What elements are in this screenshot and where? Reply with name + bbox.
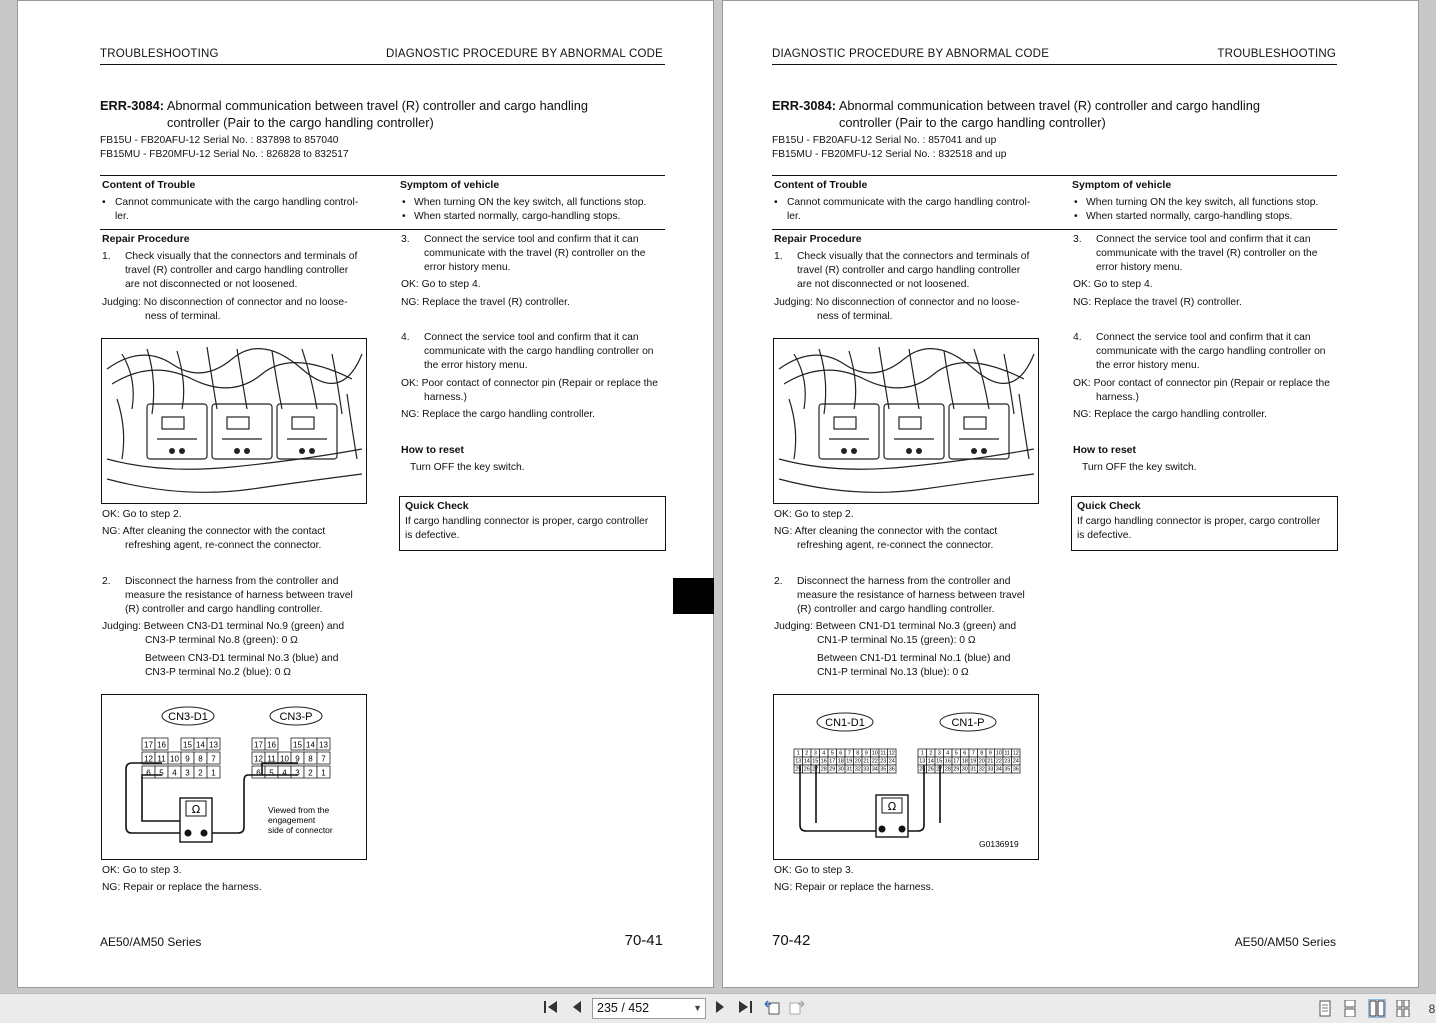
page-title [100, 97, 680, 114]
symptom-heading: Symptom of vehicle [400, 179, 500, 191]
ng-result-2: NG: Repair or replace the harness. [774, 882, 934, 893]
pin-number: 6 [256, 768, 261, 778]
pin-number: 17 [144, 740, 153, 750]
step-number: 1. [774, 251, 783, 262]
step-number: 3. [401, 234, 410, 245]
serial-range-1: FB15U - FB20AFU-12 Serial No. : 857041 and up [772, 135, 997, 146]
quick-check-heading: Quick Check [405, 500, 469, 512]
pin-number: 35 [880, 766, 887, 773]
bullet: • [1074, 211, 1078, 222]
page-indicator: 235 / 452 [597, 1001, 650, 1015]
page-number-input[interactable] [592, 998, 706, 1019]
judging-2-b-cont: CN1-P terminal No.13 (blue): 0 Ω [817, 667, 969, 678]
pin-number: 3 [813, 750, 817, 757]
pin-number: 10 [170, 754, 179, 764]
pin-number: 24 [888, 758, 895, 765]
step2-line: Disconnect the harness from the controller and [125, 576, 339, 587]
ok-result-3: OK: Go to step 4. [1073, 279, 1153, 290]
pin-number: 7 [211, 754, 216, 764]
step1-line: travel (R) controller and cargo handling controller [125, 265, 349, 276]
connector-grid-b [918, 749, 1020, 773]
connector-diagram-cn3 [101, 694, 367, 860]
connector-label-b: CN3-P [279, 711, 313, 723]
last-page-icon[interactable] [735, 998, 755, 1020]
step1-line: Check visually that the connectors and terminals of [797, 251, 1030, 262]
pin-number: 2 [929, 750, 933, 757]
pin-number: 13 [919, 758, 926, 765]
pin-number: 5 [269, 768, 274, 778]
connector-label-b: CN1-P [951, 717, 985, 729]
pin-number: 9 [295, 754, 300, 764]
pin-number: 18 [961, 758, 968, 765]
step2-line: measure the resistance of harness between travel [797, 590, 1025, 601]
pin-number: 13 [209, 740, 218, 750]
pin-number: 32 [854, 766, 861, 773]
judging-1: Judging: No disconnection of connector and no loose- [102, 297, 348, 308]
view-note-3: side of connector [268, 825, 333, 835]
pin-number: 10 [995, 750, 1002, 757]
symptom-1: When turning ON the key switch, all functions stop. [1086, 197, 1319, 208]
pin-number: 2 [198, 768, 203, 778]
pin-number: 16 [944, 758, 951, 765]
pin-number: 4 [172, 768, 177, 778]
ok-result-4: OK: Poor contact of connector pin (Repair or replace the [401, 378, 658, 389]
content-text-1: Cannot communicate with the cargo handling control- [115, 197, 359, 208]
pin-number: 33 [863, 766, 870, 773]
pin-number: 20 [854, 758, 861, 765]
step-number: 2. [102, 576, 111, 587]
pin-number: 12 [1012, 750, 1019, 757]
pin-number: 27 [812, 766, 819, 773]
content-text-2: ler. [787, 211, 801, 222]
pin-number: 17 [254, 740, 263, 750]
content-text-2: ler. [115, 211, 129, 222]
step3-text [424, 233, 665, 275]
pin-number: 34 [995, 766, 1002, 773]
connector-photo-figure [101, 338, 367, 504]
bullet: • [102, 197, 106, 208]
step2-text [797, 575, 1037, 617]
symptom-heading: Symptom of vehicle [1072, 179, 1172, 191]
step-number: 2. [774, 576, 783, 587]
pin-number: 4 [946, 750, 950, 757]
pin-number: 21 [863, 758, 870, 765]
reset-heading: How to reset [401, 444, 465, 456]
pin-number: 8 [856, 750, 860, 757]
pin-number: 12 [254, 754, 263, 764]
pin-number: 18 [837, 758, 844, 765]
quick-check-box [1071, 496, 1338, 551]
pin-number: 29 [953, 766, 960, 773]
wiring-harness-illustration [102, 339, 366, 503]
pin-number: 1 [211, 768, 216, 778]
pin-number: 4 [282, 768, 287, 778]
symptom-2: When started normally, cargo-handling stops. [1086, 211, 1293, 222]
pin-number: 28 [820, 766, 827, 773]
header-rule [772, 64, 1337, 65]
pin-number: 10 [280, 754, 289, 764]
connector-photo-figure [773, 338, 1039, 504]
bullet: • [774, 197, 778, 208]
step2-line: Disconnect the harness from the controller and [797, 576, 1011, 587]
symptom-1: When turning ON the key switch, all functions stop. [414, 197, 647, 208]
pin-number: 2 [805, 750, 809, 757]
pin-number: 29 [829, 766, 836, 773]
pin-number: 11 [267, 754, 276, 764]
figure-id: G0136919 [979, 839, 1019, 849]
step-number: 4. [1073, 332, 1082, 343]
pin-number: 12 [144, 754, 153, 764]
chapter-tab [673, 578, 714, 614]
judging-2-b: Between CN3-D1 terminal No.3 (blue) and [145, 653, 339, 664]
continuous-facing-view-icon[interactable] [1396, 1000, 1410, 1017]
pin-number: 26 [927, 766, 934, 773]
footer-series: AE50/AM50 Series [100, 935, 202, 949]
connector-grid-a [142, 738, 220, 778]
pin-number: 10 [871, 750, 878, 757]
pin-number: 25 [919, 766, 926, 773]
repair-heading: Repair Procedure [102, 233, 190, 245]
step2-line: (R) controller and cargo handling controller. [797, 604, 995, 615]
section-rule [772, 229, 1337, 230]
ng-result-1: NG: After cleaning the connector with the contact [774, 526, 998, 537]
bullet: • [402, 197, 406, 208]
quick-check-line: If cargo handling connector is proper, cargo controller [405, 516, 649, 527]
pin-number: 35 [1004, 766, 1011, 773]
pin-number: 26 [803, 766, 810, 773]
page-number: 70-42 [772, 932, 811, 949]
pin-number: 20 [978, 758, 985, 765]
pin-number: 19 [970, 758, 977, 765]
pin-number: 14 [196, 740, 205, 750]
ok-result-4-cont: harness.) [1096, 392, 1139, 403]
pin-number: 14 [927, 758, 934, 765]
pin-number: 11 [880, 750, 887, 757]
section-rule [100, 175, 665, 176]
step4-line: the error history menu. [424, 360, 528, 371]
pin-number: 5 [830, 750, 834, 757]
ok-result-4-cont: harness.) [424, 392, 467, 403]
ok-result-2: OK: Go to step 3. [774, 865, 854, 876]
judging-2-b: Between CN1-D1 terminal No.1 (blue) and [817, 653, 1011, 664]
pin-number: 32 [978, 766, 985, 773]
error-code: ERR-3084: [772, 98, 837, 113]
pin-number: 30 [837, 766, 844, 773]
pin-number: 7 [971, 750, 975, 757]
zoom-value-partial[interactable]: 8 [1428, 1002, 1436, 1016]
pin-number: 19 [846, 758, 853, 765]
pin-number: 16 [267, 740, 276, 750]
pin-number: 8 [198, 754, 203, 764]
ng-result-4: NG: Replace the cargo handling controller. [1073, 409, 1268, 420]
judging-2: Judging: Between CN3-D1 terminal No.9 (green) and [102, 621, 345, 632]
pin-number: 15 [183, 740, 192, 750]
view-note-2: engagement [268, 815, 316, 825]
step3-line: Connect the service tool and confirm that it can [1096, 234, 1311, 245]
pin-number: 34 [871, 766, 878, 773]
pin-number: 5 [159, 768, 164, 778]
title-line-1: Abnormal communication between travel (R) controller and cargo handling [838, 98, 1260, 113]
pin-number: 30 [961, 766, 968, 773]
pin-number: 31 [970, 766, 977, 773]
title-line-2: controller (Pair to the cargo handling controller) [167, 115, 434, 130]
wiring-harness-illustration [774, 339, 1038, 503]
connector-label-a: CN3-D1 [168, 711, 208, 723]
page-title [772, 97, 1352, 114]
go-forward-view-icon[interactable] [787, 998, 807, 1020]
pin-number: 13 [795, 758, 802, 765]
error-code: ERR-3084: [100, 98, 165, 113]
step4-text [424, 331, 665, 373]
serial-range-2: FB15MU - FB20MFU-12 Serial No. : 832518 and up [772, 149, 1007, 160]
step-number: 4. [401, 332, 410, 343]
pin-number: 7 [847, 750, 851, 757]
quick-check-line: is defective. [1077, 530, 1132, 541]
resistance-measurement-diagram [102, 695, 366, 859]
continuous-view-icon[interactable] [1343, 1000, 1357, 1017]
pin-number: 24 [1012, 758, 1019, 765]
pin-number: 1 [321, 768, 326, 778]
pin-number: 22 [995, 758, 1002, 765]
pin-number: 21 [987, 758, 994, 765]
connector-grid-a [794, 749, 896, 773]
pin-number: 13 [319, 740, 328, 750]
step4-line: the error history menu. [1096, 360, 1200, 371]
pin-number: 28 [944, 766, 951, 773]
pin-number: 23 [880, 758, 887, 765]
pin-number: 8 [980, 750, 984, 757]
running-header-right: TROUBLESHOOTING [1217, 48, 1336, 60]
pin-number: 6 [146, 768, 151, 778]
serial-range-1: FB15U - FB20AFU-12 Serial No. : 837898 to 857040 [100, 135, 339, 146]
step2-line: measure the resistance of harness between travel [125, 590, 353, 601]
judging-2-cont: CN3-P terminal No.8 (green): 0 Ω [145, 635, 298, 646]
pin-number: 9 [988, 750, 992, 757]
pin-number: 4 [822, 750, 826, 757]
step1-line: Check visually that the connectors and terminals of [125, 251, 358, 262]
pin-number: 1 [920, 750, 924, 757]
running-header-left: TROUBLESHOOTING [100, 48, 219, 60]
reset-heading: How to reset [1073, 444, 1137, 456]
symptom-2: When started normally, cargo-handling stops. [414, 211, 621, 222]
connector-diagram-cn1 [773, 694, 1039, 860]
judging-1: Judging: No disconnection of connector and no loose- [774, 297, 1020, 308]
step4-text [1096, 331, 1337, 373]
document-page-left [17, 0, 714, 988]
pin-number: 22 [871, 758, 878, 765]
quick-check-heading: Quick Check [1077, 500, 1141, 512]
bullet: • [402, 211, 406, 222]
ohm-symbol: Ω [887, 800, 897, 813]
pin-number: 36 [888, 766, 895, 773]
pin-number: 33 [987, 766, 994, 773]
pin-number: 3 [937, 750, 941, 757]
pin-number: 11 [1004, 750, 1011, 757]
quick-check-box [399, 496, 666, 551]
pin-number: 6 [963, 750, 967, 757]
step1-line: are not disconnected or not loosened. [797, 279, 970, 290]
pin-number: 16 [157, 740, 166, 750]
viewer-toolbar [0, 993, 1436, 1023]
quick-check-line: is defective. [405, 530, 460, 541]
resistance-measurement-diagram [774, 695, 1038, 859]
ng-result-3: NG: Replace the travel (R) controller. [401, 297, 570, 308]
ng-result-4: NG: Replace the cargo handling controller. [401, 409, 596, 420]
ok-result-1: OK: Go to step 2. [774, 509, 854, 520]
facing-pages-view-icon[interactable] [1369, 1000, 1385, 1017]
first-page-icon[interactable] [541, 998, 561, 1020]
page-number: 70-41 [624, 932, 663, 949]
step1-line: are not disconnected or not loosened. [125, 279, 298, 290]
step1-text [797, 250, 1037, 292]
go-back-view-icon[interactable] [762, 998, 782, 1020]
step3-line: error history menu. [1096, 262, 1183, 273]
repair-heading: Repair Procedure [774, 233, 862, 245]
pin-number: 25 [795, 766, 802, 773]
quick-check-line: If cargo handling connector is proper, cargo controller [1077, 516, 1321, 527]
pin-number: 16 [820, 758, 827, 765]
ok-result-1: OK: Go to step 2. [102, 509, 182, 520]
step1-text [125, 250, 365, 292]
judging-1-cont: ness of terminal. [145, 311, 221, 322]
chevron-down-icon[interactable]: ▼ [693, 1003, 702, 1013]
connector-label-a: CN1-D1 [825, 717, 865, 729]
bullet: • [1074, 197, 1078, 208]
ok-result-4: OK: Poor contact of connector pin (Repair or replace the [1073, 378, 1330, 389]
step4-line: Connect the service tool and confirm that it can [1096, 332, 1311, 343]
reset-text: Turn OFF the key switch. [1082, 462, 1197, 473]
pin-number: 5 [954, 750, 958, 757]
pin-number: 9 [864, 750, 868, 757]
reset-text: Turn OFF the key switch. [410, 462, 525, 473]
ok-result-2: OK: Go to step 3. [102, 865, 182, 876]
footer-series: AE50/AM50 Series [1234, 935, 1336, 949]
judging-2-b-cont: CN3-P terminal No.2 (blue): 0 Ω [145, 667, 291, 678]
running-header-left: DIAGNOSTIC PROCEDURE BY ABNORMAL CODE [772, 48, 1050, 60]
pin-number: 14 [803, 758, 810, 765]
step2-line: (R) controller and cargo handling controller. [125, 604, 323, 615]
step-number: 1. [102, 251, 111, 262]
step4-line: communicate with the cargo handling controller on [1096, 346, 1326, 357]
pin-number: 17 [829, 758, 836, 765]
pin-number: 14 [306, 740, 315, 750]
judging-2-cont: CN1-P terminal No.15 (green): 0 Ω [817, 635, 976, 646]
serial-range-2: FB15MU - FB20MFU-12 Serial No. : 826828 to 832517 [100, 149, 349, 160]
title-line-1: Abnormal communication between travel (R) controller and cargo handling [166, 98, 588, 113]
section-rule [100, 229, 665, 230]
pin-number: 23 [1004, 758, 1011, 765]
ng-result-3: NG: Replace the travel (R) controller. [1073, 297, 1242, 308]
content-text-1: Cannot communicate with the cargo handling control- [787, 197, 1031, 208]
ng-result-1-cont: refreshing agent, re-connect the connector. [797, 540, 994, 551]
ohm-symbol: Ω [191, 803, 201, 816]
pin-number: 15 [812, 758, 819, 765]
pin-number: 9 [185, 754, 190, 764]
single-page-view-icon[interactable] [1318, 1000, 1332, 1017]
ng-result-2: NG: Repair or replace the harness. [102, 882, 262, 893]
next-page-icon[interactable] [711, 998, 729, 1020]
step2-text [125, 575, 365, 617]
pin-number: 8 [308, 754, 313, 764]
step3-line: error history menu. [424, 262, 511, 273]
step3-line: Connect the service tool and confirm that it can [424, 234, 639, 245]
judging-1-cont: ness of terminal. [817, 311, 893, 322]
pin-number: 2 [308, 768, 313, 778]
step3-line: communicate with the travel (R) controller on the [1096, 248, 1318, 259]
pin-number: 12 [888, 750, 895, 757]
pin-number: 15 [936, 758, 943, 765]
section-rule [772, 175, 1337, 176]
document-page-right [722, 0, 1419, 988]
header-rule [100, 64, 665, 65]
pin-number: 17 [953, 758, 960, 765]
judging-2: Judging: Between CN1-D1 terminal No.3 (green) and [774, 621, 1017, 632]
step-number: 3. [1073, 234, 1082, 245]
pin-number: 31 [846, 766, 853, 773]
content-heading: Content of Trouble [774, 179, 868, 191]
connector-grid-b [252, 738, 330, 778]
pin-number: 15 [293, 740, 302, 750]
step4-line: communicate with the cargo handling controller on [424, 346, 654, 357]
view-note-1: Viewed from the [268, 805, 330, 815]
pin-number: 27 [936, 766, 943, 773]
title-line-2: controller (Pair to the cargo handling controller) [839, 115, 1106, 130]
running-header-right: DIAGNOSTIC PROCEDURE BY ABNORMAL CODE [385, 48, 663, 60]
step1-line: travel (R) controller and cargo handling controller [797, 265, 1021, 276]
step3-text [1096, 233, 1337, 275]
pin-number: 3 [185, 768, 190, 778]
step3-line: communicate with the travel (R) controller on the [424, 248, 646, 259]
step4-line: Connect the service tool and confirm that it can [424, 332, 639, 343]
ng-result-1-cont: refreshing agent, re-connect the connector. [125, 540, 322, 551]
pin-number: 7 [321, 754, 326, 764]
pin-number: 1 [796, 750, 800, 757]
pin-number: 6 [839, 750, 843, 757]
content-heading: Content of Trouble [102, 179, 196, 191]
pin-number: 11 [157, 754, 166, 764]
ok-result-3: OK: Go to step 4. [401, 279, 481, 290]
previous-page-icon[interactable] [568, 998, 586, 1020]
ng-result-1: NG: After cleaning the connector with the contact [102, 526, 326, 537]
pin-number: 3 [295, 768, 300, 778]
pin-number: 36 [1012, 766, 1019, 773]
